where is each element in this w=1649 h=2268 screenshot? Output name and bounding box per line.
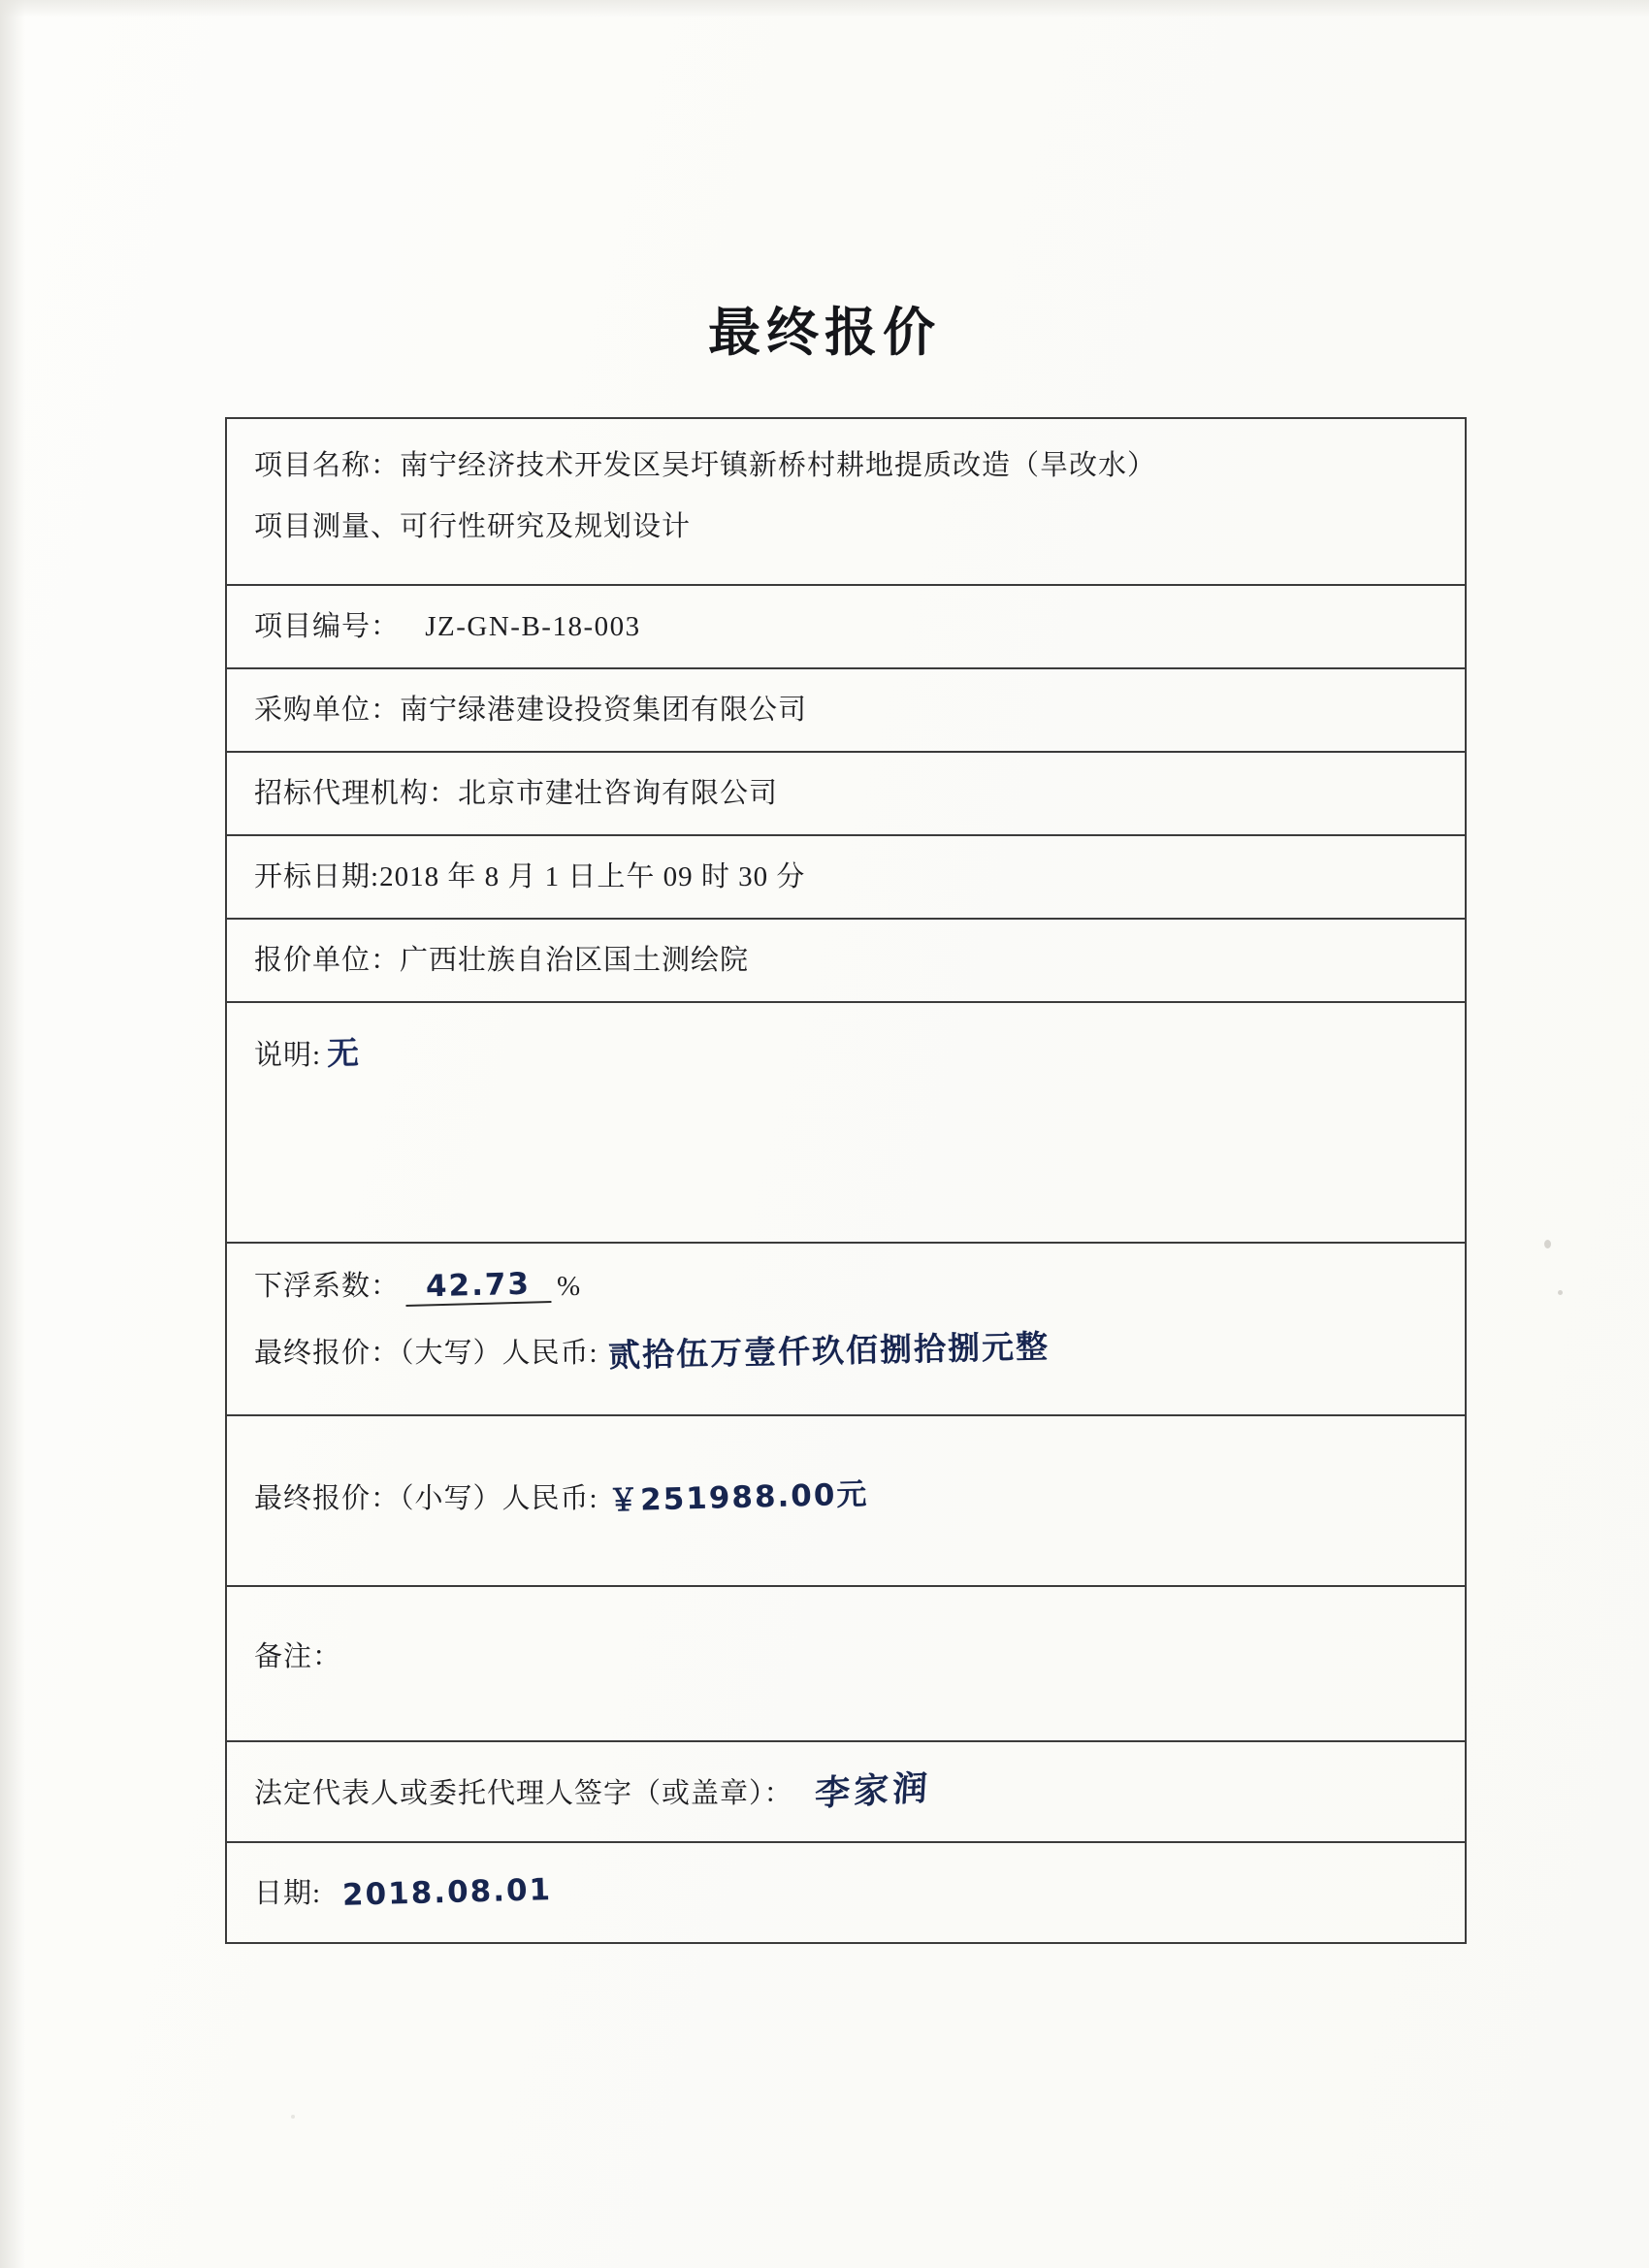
table-row-project-code <box>227 586 1465 669</box>
sign-date-cell <box>254 1869 552 1916</box>
signature-label: 法定代表人或委托代理人签字（或盖章）： <box>254 1778 793 1810</box>
buyer-label: 采购单位： <box>254 694 401 726</box>
final-price-upper-value-handwritten: 贰拾伍万壹仟玖佰捌拾捌元整 <box>607 1327 1050 1375</box>
final-price-upper-line <box>254 1326 1050 1376</box>
note-cell <box>254 1028 361 1078</box>
project-code-value: JZ-GN-B-18-003 <box>425 610 641 642</box>
sign-date-value-handwritten: 2018.08.01 <box>341 1872 553 1913</box>
note-value-handwritten: 无 <box>326 1033 362 1073</box>
scan-speck <box>1544 1240 1551 1248</box>
scan-speck <box>291 2115 295 2119</box>
project-name-label: 项目名称： <box>254 450 401 481</box>
project-code-cell <box>254 605 641 649</box>
table-row-sign-date <box>227 1843 1465 1944</box>
bidder-label: 报价单位： <box>254 944 401 976</box>
scan-edge-top <box>0 0 1649 17</box>
table-row-final-price-upper <box>227 1244 1465 1416</box>
bidder-value: 广西壮族自治区国土测绘院 <box>400 944 750 976</box>
agent-label: 招标代理机构： <box>254 777 459 809</box>
final-price-upper-label: 最终报价：（大写）人民币: <box>254 1337 598 1369</box>
remark-label: 备注： <box>254 1641 342 1672</box>
page-title <box>0 291 1649 366</box>
project-code-label: 项目编号： <box>254 610 401 642</box>
note-label: 说明: <box>254 1040 322 1071</box>
quotation-table <box>225 417 1467 1944</box>
discount-line <box>254 1265 581 1309</box>
final-price-lower-value-handwritten: ￥251988.00元 <box>607 1476 869 1519</box>
project-name-value-2: 项目测量、可行性研究及规划设计 <box>254 510 692 542</box>
table-row-open-date <box>227 836 1465 920</box>
project-name-value-1: 南宁经济技术开发区吴圩镇新桥村耕地提质改造（旱改水） <box>400 450 1157 481</box>
buyer-cell <box>254 689 807 732</box>
bidder-cell <box>254 939 749 983</box>
discount-unit: % <box>557 1271 582 1302</box>
final-price-lower-label: 最终报价：（小写）人民币: <box>254 1483 598 1514</box>
signature-value-handwritten: 李家润 <box>813 1767 932 1815</box>
open-date-label: 开标日期: <box>254 860 380 892</box>
page-title-text: 最终报价 <box>708 301 941 363</box>
open-date-value: 2018 年 8 月 1 日上午 09 时 30 分 <box>379 860 806 892</box>
open-date-cell <box>254 856 805 899</box>
sign-date-label: 日期: <box>254 1877 322 1909</box>
discount-label: 下浮系数： <box>254 1271 401 1302</box>
table-row-final-price-lower <box>227 1416 1465 1587</box>
agent-value: 北京市建壮咨询有限公司 <box>458 777 779 809</box>
table-row-buyer <box>227 669 1465 753</box>
table-row-project-name <box>227 419 1465 586</box>
scan-speck <box>1558 1290 1563 1295</box>
table-row-note <box>227 1003 1465 1244</box>
discount-value-handwritten: 42.73 <box>405 1266 552 1307</box>
table-row-bidder <box>227 920 1465 1003</box>
final-price-lower-line <box>254 1473 868 1521</box>
table-row-signature <box>227 1742 1465 1843</box>
buyer-value: 南宁绿港建设投资集团有限公司 <box>400 694 808 726</box>
project-name-line1 <box>254 444 1156 488</box>
table-row-agent <box>227 753 1465 836</box>
signature-cell <box>254 1765 931 1819</box>
agent-cell <box>254 772 778 816</box>
remark-cell <box>254 1636 341 1679</box>
table-row-remark <box>227 1587 1465 1742</box>
